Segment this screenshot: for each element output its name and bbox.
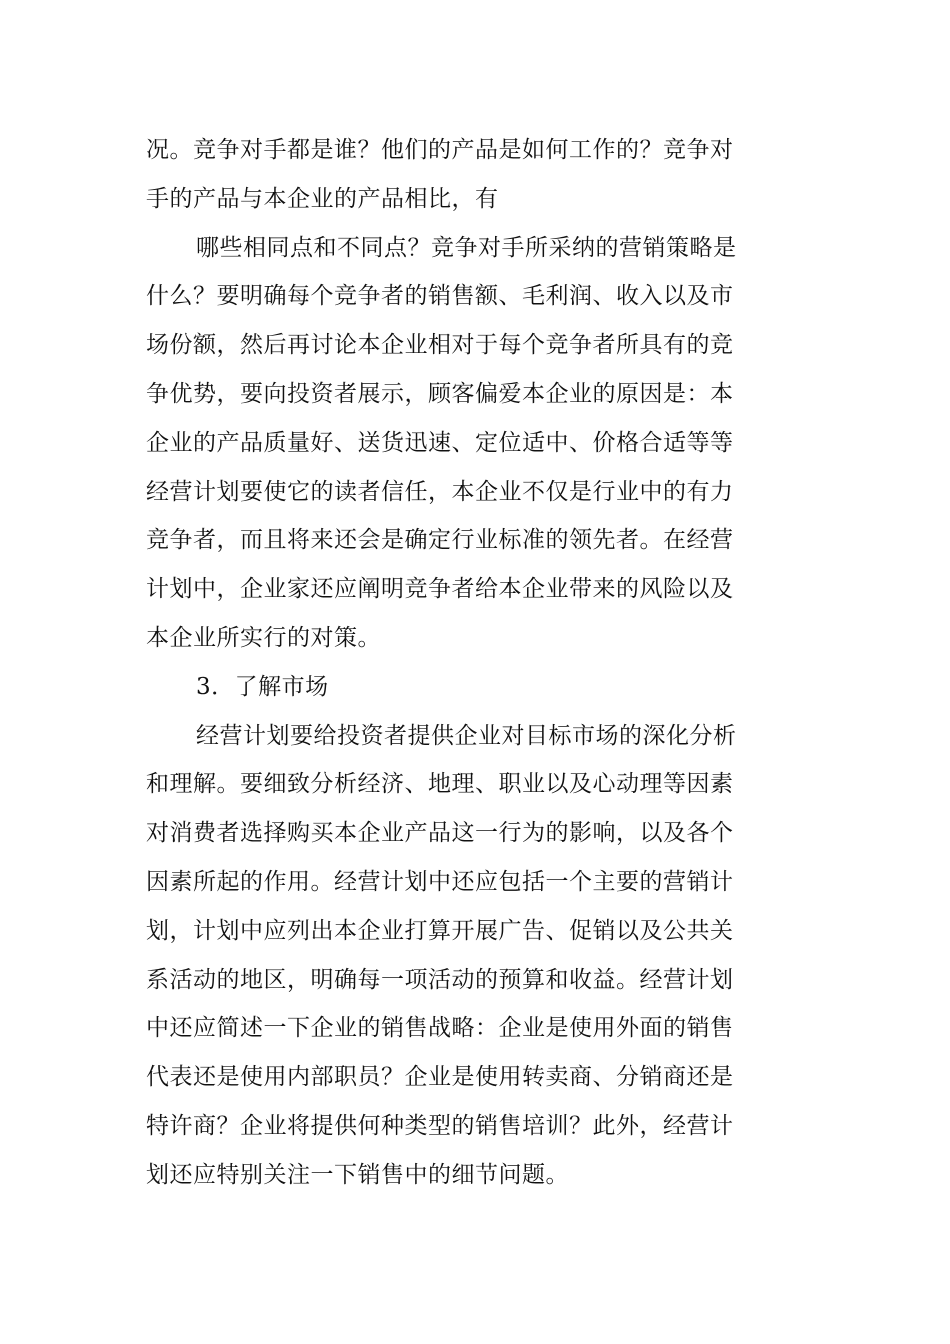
text-line: 对消费者选择购买本企业产品这一行为的影响，以及各个 — [146, 820, 734, 847]
text-line: 划，计划中应列出本企业打算开展广告、促销以及公共关 — [146, 917, 734, 944]
text-line: 计划中，企业家还应阐明竞争者给本企业带来的风险以及 — [146, 576, 734, 603]
text-line: 中还应简述一下企业的销售战略：企业是使用外面的销售 — [146, 1015, 734, 1042]
section-heading: 3．了解市场 — [196, 673, 329, 700]
text-line: 经营计划要使它的读者信任，本企业不仅是行业中的有力 — [146, 478, 734, 505]
text-line: 争优势，要向投资者展示，顾客偏爱本企业的原因是：本 — [146, 380, 734, 407]
paragraph-first-line: 哪些相同点和不同点？竞争对手所采纳的营销策略是 — [196, 234, 737, 261]
text-line: 企业的产品质量好、送货迅速、定位适中、价格合适等等 — [146, 429, 734, 456]
document-page — [146, 126, 808, 1200]
text-line: 场份额，然后再讨论本企业相对于每个竞争者所具有的竞 — [146, 332, 734, 359]
text-line: 特许商？企业将提供何种类型的销售培训？此外，经营计 — [146, 1112, 734, 1139]
text-line: 什么？要明确每个竞争者的销售额、毛利润、收入以及市 — [146, 283, 734, 310]
text-line: 划还应特别关注一下销售中的细节问题。 — [146, 1161, 569, 1188]
text-line: 因素所起的作用。经营计划中还应包括一个主要的营销计 — [146, 868, 734, 895]
text-line: 和理解。要细致分析经济、地理、职业以及心动理等因素 — [146, 771, 734, 798]
text-line: 代表还是使用内部职员？企业是使用转卖商、分销商还是 — [146, 1064, 734, 1091]
paragraph-first-line: 经营计划要给投资者提供企业对目标市场的深化分析 — [196, 722, 737, 749]
text-line: 本企业所实行的对策。 — [146, 624, 381, 651]
text-line: 竞争者，而且将来还会是确定行业标准的领先者。在经营 — [146, 527, 734, 554]
text-line: 况。竞争对手都是谁？他们的产品是如何工作的？竞争对 — [146, 137, 734, 163]
text-line: 手的产品与本企业的产品相比，有 — [146, 185, 499, 212]
text-line: 系活动的地区，明确每一项活动的预算和收益。经营计划 — [146, 966, 734, 993]
